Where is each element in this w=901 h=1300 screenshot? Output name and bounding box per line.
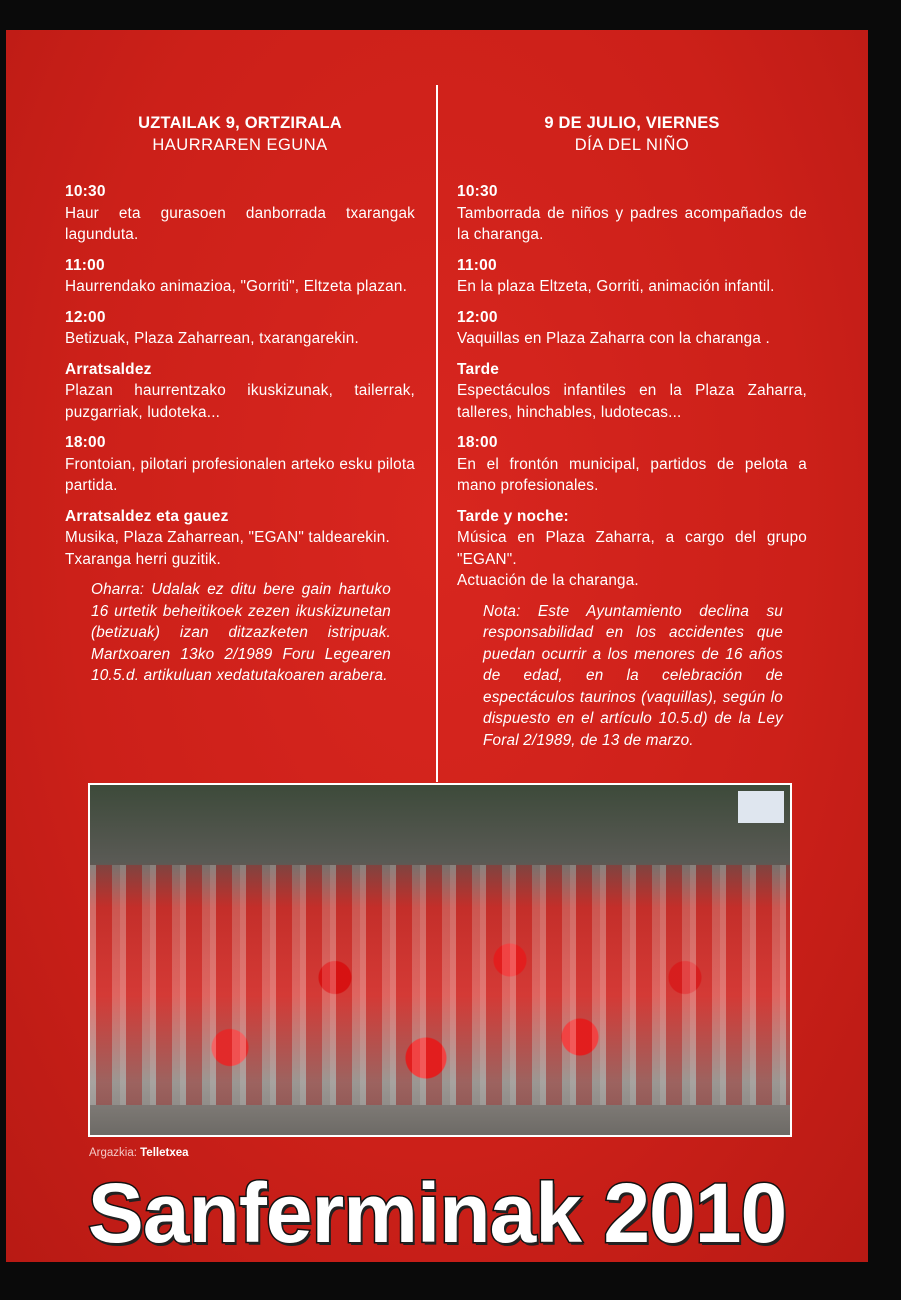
photo-sign (738, 791, 784, 823)
spanish-subtitle: DÍA DEL NIÑO (574, 136, 690, 154)
photo-crowd (90, 865, 790, 1105)
event-time: 18:00 (457, 434, 498, 451)
event-desc: Musika, Plaza Zaharrean, "EGAN" taldearekin. (65, 529, 390, 546)
caption-credit: Telletxea (140, 1147, 189, 1159)
event-desc: Espectáculos infantiles en la Plaza Zaharra, talleres, hinchables, ludotecas... (457, 382, 807, 421)
event-time: 18:00 (65, 434, 106, 451)
event-item (457, 432, 807, 497)
event-desc: Tamborrada de niños y padres acompañados de la charanga. (457, 204, 807, 243)
event-desc: Música en Plaza Zaharra, a cargo del grupo "EGAN". (457, 529, 807, 568)
event-item (65, 359, 415, 424)
caption-label: Argazkia: (89, 1147, 137, 1159)
event-item (457, 307, 807, 350)
event-item (457, 359, 807, 424)
event-item (65, 307, 415, 350)
spanish-header (457, 112, 807, 156)
magazine-page (6, 30, 868, 1262)
footer-title: Sanferminak 2010 (87, 1166, 787, 1260)
basque-title: UZTAILAK 9, ORTZIRALA (138, 114, 342, 132)
spanish-title: 9 DE JULIO, VIERNES (544, 114, 720, 132)
event-time: 10:30 (65, 183, 106, 200)
event-desc: Plazan haurrentzako ikuskizunak, tailerrak, puzgarriak, ludoteka... (65, 382, 415, 421)
event-time: Arratsaldez (65, 360, 152, 378)
event-time: 10:30 (457, 183, 498, 200)
event-time: Tarde (457, 360, 500, 378)
disclaimer-note: Nota: Este Ayuntamiento declina su responsabilidad en los accidentes que puedan ocurrir a los menores de 16 años de edad, en la celebración de espectáculos taurinos (vaquillas), según lo dispuesto en el artículo 10.5.d) de la Ley Foral 2/1989, de 13 de marzo. (483, 602, 783, 749)
spanish-column (457, 112, 807, 751)
event-item (457, 181, 807, 246)
event-time: 12:00 (457, 308, 498, 326)
event-item (457, 255, 807, 298)
basque-subtitle: HAURRAREN EGUNA (152, 136, 328, 154)
event-desc: En la plaza Eltzeta, Gorriti, animación infantil. (457, 278, 775, 295)
event-desc: En el frontón municipal, partidos de pelota a mano profesionales. (457, 455, 807, 494)
basque-column (65, 112, 415, 687)
event-time: 11:00 (65, 256, 105, 274)
photo-caption (89, 1147, 189, 1159)
event-item (65, 432, 415, 497)
children-festival-photo (88, 783, 792, 1137)
event-desc: Frontoian, pilotari profesionalen arteko esku pilota partida. (65, 455, 415, 494)
event-item (457, 506, 807, 592)
event-time: Tarde y noche: (457, 507, 569, 525)
event-time: 12:00 (65, 308, 106, 326)
disclaimer-note: Oharra: Udalak ez ditu bere gain hartuko 16 urtetik beheitikoek zezen ikuskizunetan (betizuak) izan ditzazketen istripuak. Martxoaren 13ko 2/1989 Foru Legearen 10.5.d. artikuluan xedatutakoaren arabera. (91, 581, 391, 684)
event-time: Arratsaldez eta gauez (65, 507, 229, 525)
event-desc-extra: Actuación de la charanga. (457, 572, 639, 589)
event-desc-extra: Txaranga herri guzitik. (65, 550, 221, 568)
basque-header (65, 112, 415, 156)
event-item (65, 506, 415, 571)
event-item (65, 181, 415, 246)
event-time: 11:00 (457, 256, 497, 274)
event-desc: Vaquillas en Plaza Zaharra con la charanga . (457, 330, 770, 347)
event-item (65, 255, 415, 298)
event-desc: Haur eta gurasoen danborrada txarangak lagunduta. (65, 204, 415, 243)
event-desc: Haurrendako animazioa, "Gorriti", Eltzeta plazan. (65, 278, 408, 295)
event-desc: Betizuak, Plaza Zaharrean, txarangarekin. (65, 330, 359, 347)
column-divider (436, 85, 438, 782)
